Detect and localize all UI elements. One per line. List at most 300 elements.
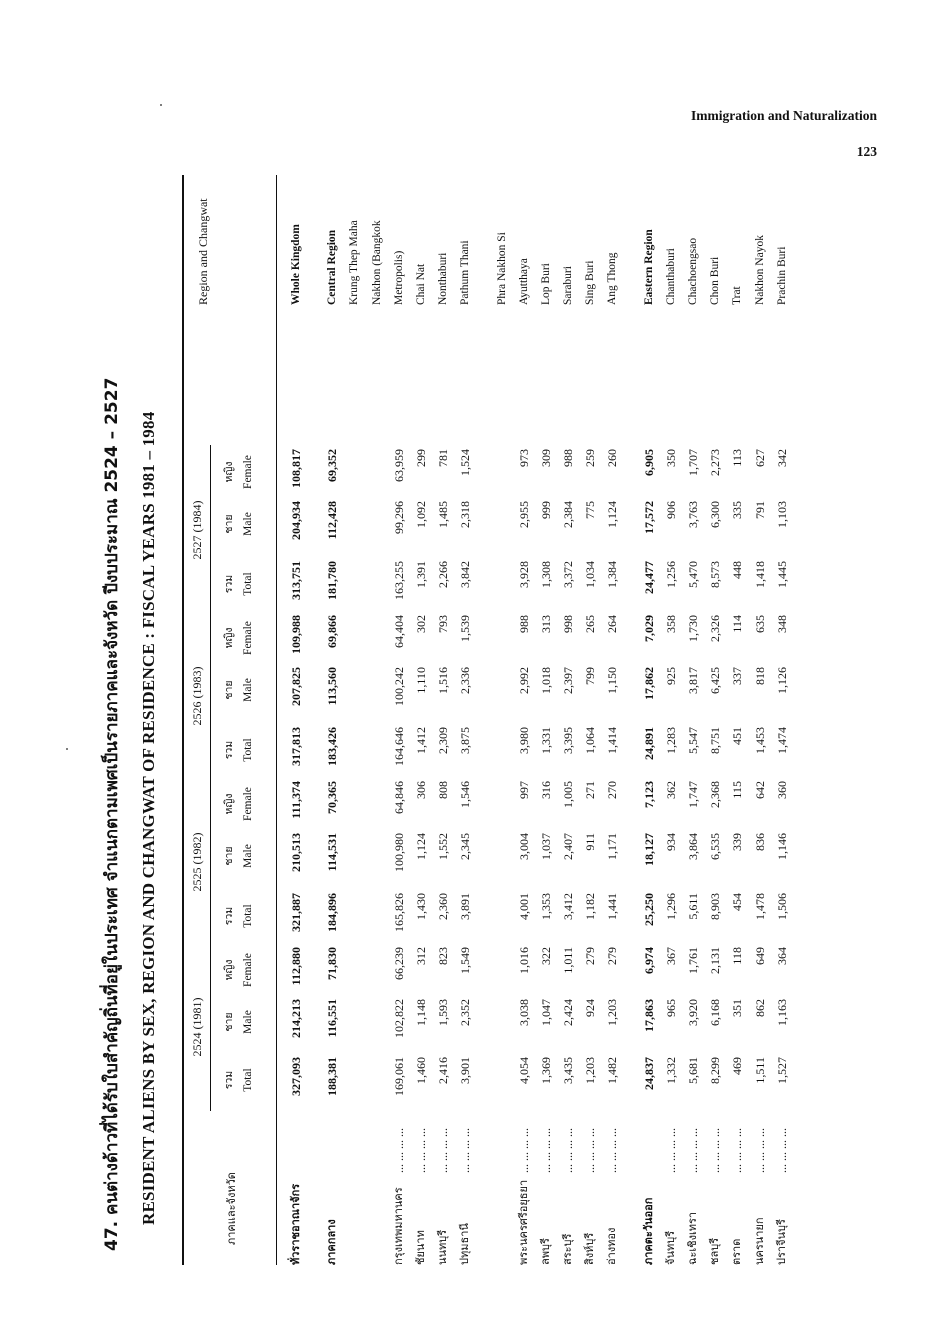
table-cell: 454 xyxy=(730,893,745,911)
table-cell: 66,239 xyxy=(391,947,406,980)
changwat-row xyxy=(601,175,623,1265)
table-cell: 924 xyxy=(583,999,598,1017)
table-cell: 114 xyxy=(730,615,745,633)
leader-dots: ... ... ... ... xyxy=(774,1128,789,1173)
table-cell: 204,934 xyxy=(289,501,303,540)
year-underline xyxy=(210,445,211,615)
table-cell: 183,426 xyxy=(325,727,340,766)
year-heading: 2527 (1984) xyxy=(190,500,204,560)
table-cell: 1,418 xyxy=(752,561,767,588)
table-cell: 6,535 xyxy=(708,833,723,860)
table-cell: 2,326 xyxy=(708,615,723,642)
table-cell: 1,527 xyxy=(774,1057,789,1084)
row-label-english: Saraburi xyxy=(562,266,575,305)
scan-speck xyxy=(160,104,162,106)
data-table xyxy=(182,175,793,1265)
table-cell: 63,959 xyxy=(391,449,406,482)
sub-head-thai: หญิง xyxy=(223,461,235,483)
leader-dots: ... ... ... ... xyxy=(561,1128,576,1173)
table-cell: 2,992 xyxy=(516,667,531,694)
table-cell: 3,842 xyxy=(458,561,473,588)
changwat-row xyxy=(454,175,476,1265)
table-cell: 17,863 xyxy=(641,999,656,1032)
sub-head-thai: รวม xyxy=(223,906,235,926)
leader-dots: ... ... ... ... xyxy=(752,1128,767,1173)
changwat-row xyxy=(513,175,535,1265)
table-cell: 184,896 xyxy=(325,893,340,932)
row-label-thai: สระบุรี xyxy=(561,1233,575,1265)
table-cell: 8,573 xyxy=(708,561,723,588)
row-label-thai: ปทุมธานี xyxy=(458,1223,472,1265)
table-cell: 99,296 xyxy=(391,501,406,534)
table-cell: 188,381 xyxy=(325,1057,340,1096)
table-cell: 115 xyxy=(730,781,745,799)
sub-head-thai: หญิง xyxy=(223,959,235,981)
changwat-row xyxy=(366,175,388,1265)
table-cell: 64,404 xyxy=(391,615,406,648)
table-cell: 313 xyxy=(538,615,553,633)
table-cell: 210,513 xyxy=(289,833,303,872)
table-cell: 1,037 xyxy=(538,833,553,860)
row-label-english: Pathum Thani xyxy=(459,240,472,305)
sub-head-english: Female xyxy=(242,953,254,987)
table-cell: 260 xyxy=(605,449,620,467)
table-cell: 3,372 xyxy=(561,561,576,588)
row-label-english: Phra Nakhon Si xyxy=(495,232,508,305)
row-label-thai: ตราด xyxy=(730,1238,744,1265)
changwat-row xyxy=(682,175,704,1265)
table-cell: 111,374 xyxy=(289,781,303,819)
table-cell: 2,360 xyxy=(436,893,451,920)
table-cell: 6,974 xyxy=(641,947,656,974)
table-cell: 7,123 xyxy=(641,781,656,808)
table-cell: 2,416 xyxy=(436,1057,451,1084)
table-cell: 823 xyxy=(436,947,451,965)
table-cell: 2,368 xyxy=(708,781,723,808)
table-cell: 1,747 xyxy=(686,781,700,808)
row-label-english: Prachin Buri xyxy=(775,246,788,305)
table-cell: 3,875 xyxy=(458,727,473,754)
table-cell: 3,038 xyxy=(516,999,531,1026)
table-cell: 350 xyxy=(663,449,678,467)
table-cell: 3,864 xyxy=(686,833,700,860)
row-label-english: Central Region xyxy=(326,229,339,305)
table-cell: 1,445 xyxy=(774,561,789,588)
row-label-english: Ayutthaya xyxy=(517,258,530,305)
row-label-thai: อ่างทอง xyxy=(605,1227,619,1265)
table-cell: 335 xyxy=(730,501,745,519)
table-cell: 113 xyxy=(730,449,745,467)
table-cell: 3,928 xyxy=(516,561,531,588)
table-cell: 2,955 xyxy=(516,501,531,528)
table-cell: 1,485 xyxy=(436,501,451,528)
table-cell: 999 xyxy=(538,501,553,519)
table-cell: 109,988 xyxy=(289,615,303,654)
year-underline xyxy=(210,611,211,781)
table-cell: 69,352 xyxy=(325,449,340,482)
sub-head-thai: รวม xyxy=(223,740,235,760)
table-cell: 2,131 xyxy=(708,947,723,974)
sub-head-english: Male xyxy=(242,678,254,702)
changwat-row xyxy=(771,175,793,1265)
changwat-row xyxy=(535,175,557,1265)
row-label-thai: นครนายก xyxy=(752,1217,766,1265)
table-cell: 351 xyxy=(730,999,745,1017)
table-cell: 8,751 xyxy=(708,727,723,754)
table-cell: 321,887 xyxy=(289,893,303,932)
table-cell: 1,018 xyxy=(538,667,553,694)
table-cell: 808 xyxy=(436,781,451,799)
table-cell: 1,384 xyxy=(605,561,620,588)
table-cell: 358 xyxy=(663,615,678,633)
table-cell: 2,352 xyxy=(458,999,473,1026)
table-cell: 69,866 xyxy=(325,615,340,648)
table-cell: 279 xyxy=(605,947,620,965)
table-cell: 1,064 xyxy=(583,727,598,754)
table-cell: 113,560 xyxy=(325,667,340,706)
table-cell: 327,093 xyxy=(289,1057,303,1096)
row-label-english: Ang Thong xyxy=(606,252,619,305)
changwat-row xyxy=(343,175,365,1265)
table-cell: 118 xyxy=(730,947,745,965)
sub-head-english: Female xyxy=(242,787,254,821)
table-cell: 799 xyxy=(583,667,598,685)
leader-dots: ... ... ... ... xyxy=(458,1128,473,1173)
changwat-row xyxy=(579,175,601,1265)
row-gap xyxy=(307,175,321,1265)
sub-head-thai: ชาย xyxy=(223,680,235,700)
changwat-row xyxy=(491,175,513,1265)
changwat-row xyxy=(749,175,771,1265)
row-label-english: Chai Nat xyxy=(414,263,427,305)
table-cell: 1,511 xyxy=(752,1057,767,1084)
leader-dots: ... ... ... ... xyxy=(663,1128,678,1173)
table-cell: 4,054 xyxy=(516,1057,531,1084)
table-cell: 997 xyxy=(516,781,531,799)
row-label-english: Chachoengsao xyxy=(687,237,699,305)
row-label-thai: ภาคตะวันออก xyxy=(641,1197,655,1265)
sub-head-thai: หญิง xyxy=(223,793,235,815)
table-cell: 627 xyxy=(752,449,767,467)
table-cell: 911 xyxy=(583,833,598,851)
table-cell: 649 xyxy=(752,947,767,965)
region-row xyxy=(285,175,307,1265)
leader-dots: ... ... ... ... xyxy=(686,1128,700,1173)
table-cell: 793 xyxy=(436,615,451,633)
table-cell: 1,146 xyxy=(774,833,789,860)
row-label-thai: ปราจีนบุรี xyxy=(774,1219,788,1265)
row-label-english: Metropolis) xyxy=(392,250,405,305)
table-cell: 64,846 xyxy=(391,781,406,814)
title-thai: 47. คนต่างด้าวที่ได้รับใบสำคัญถิ่นที่อยู่ในประเทศ จำแนกตามเพศเป็นรายภาคและจังหวัด ปีงบประมาณ 2524 – 2527 xyxy=(102,377,122,1251)
table-cell: 1,414 xyxy=(605,727,620,754)
table-cell: 17,572 xyxy=(641,501,656,534)
table-cell: 1,011 xyxy=(561,947,576,974)
table-cell: 114,531 xyxy=(325,833,340,872)
year-heading: 2524 (1981) xyxy=(190,997,204,1057)
table-cell: 313,751 xyxy=(289,561,303,600)
running-header: Immigration and Naturalization xyxy=(690,108,877,123)
table-cell: 270 xyxy=(605,781,620,799)
table-cell: 818 xyxy=(752,667,767,685)
table-cell: 264 xyxy=(605,615,620,633)
leader-dots: ... ... ... ... xyxy=(605,1128,620,1173)
row-label-thai: ลพบุรี xyxy=(538,1238,552,1265)
table-cell: 70,365 xyxy=(325,781,340,814)
table-cell: 312 xyxy=(413,947,428,965)
leader-dots: ... ... ... ... xyxy=(516,1128,531,1173)
table-cell: 635 xyxy=(752,615,767,633)
table-cell: 102,822 xyxy=(391,999,406,1038)
table-cell: 8,299 xyxy=(708,1057,723,1084)
table-cell: 5,681 xyxy=(686,1057,700,1084)
table-cell: 108,817 xyxy=(289,449,303,488)
table-cell: 207,825 xyxy=(289,667,303,706)
sub-head-english: Male xyxy=(242,844,254,868)
table-cell: 469 xyxy=(730,1057,745,1075)
row-label-english: Nakhon (Bangkok xyxy=(370,220,383,305)
table-cell: 316 xyxy=(538,781,553,799)
stub-head-english: Region and Changwat xyxy=(196,198,210,305)
row-label-thai: ทั่วราชอาณาจักร xyxy=(289,1183,302,1265)
table-cell: 1,453 xyxy=(752,727,767,754)
table-cell: 3,817 xyxy=(686,667,700,694)
table-cell: 1,103 xyxy=(774,501,789,528)
table-cell: 1,412 xyxy=(413,727,428,754)
table-cell: 163,255 xyxy=(391,561,406,600)
table-cell: 988 xyxy=(561,449,576,467)
table-cell: 2,397 xyxy=(561,667,576,694)
table-cell: 24,837 xyxy=(641,1057,656,1090)
table-cell: 348 xyxy=(774,615,789,633)
table-cell: 998 xyxy=(561,615,576,633)
table-title xyxy=(98,175,159,1265)
table-cell: 791 xyxy=(752,501,767,519)
year-heading: 2526 (1983) xyxy=(190,666,204,726)
table-cell: 1,460 xyxy=(413,1057,428,1084)
table-cell: 1,546 xyxy=(458,781,473,808)
table-cell: 1,034 xyxy=(583,561,598,588)
table-cell: 116,551 xyxy=(325,999,340,1038)
table-cell: 1,369 xyxy=(538,1057,553,1084)
table-cell: 317,813 xyxy=(289,727,303,766)
table-cell: 1,430 xyxy=(413,893,428,920)
table-cell: 100,980 xyxy=(391,833,406,872)
table-cell: 271 xyxy=(583,781,598,799)
table-cell: 259 xyxy=(583,449,598,467)
table-cell: 2,273 xyxy=(708,449,723,476)
row-label-thai: พระนครศรีอยุธยา xyxy=(516,1179,530,1265)
table-cell: 1,761 xyxy=(686,947,700,974)
table-cell: 24,477 xyxy=(641,561,656,594)
table-cell: 3,980 xyxy=(516,727,531,754)
table-cell: 925 xyxy=(663,667,678,685)
table-cell: 973 xyxy=(516,449,531,467)
table-cell: 2,384 xyxy=(561,501,576,528)
table-cell: 448 xyxy=(730,561,745,579)
table-cell: 2,336 xyxy=(458,667,473,694)
table-cell: 1,593 xyxy=(436,999,451,1026)
table-cell: 6,300 xyxy=(708,501,723,528)
table-cell: 1,150 xyxy=(605,667,620,694)
table-cell: 965 xyxy=(663,999,678,1017)
sub-head-english: Male xyxy=(242,1010,254,1034)
table-cell: 1,331 xyxy=(538,727,553,754)
leader-dots: ... ... ... ... xyxy=(583,1128,598,1173)
table-cell: 364 xyxy=(774,947,789,965)
sub-head-thai: ชาย xyxy=(223,1012,235,1032)
table-cell: 1,539 xyxy=(458,615,473,642)
table-cell: 3,412 xyxy=(561,893,576,920)
table-cell: 342 xyxy=(774,449,789,467)
row-label-thai: นนทบุรี xyxy=(436,1229,450,1265)
table-cell: 164,646 xyxy=(391,727,406,766)
row-label-english: Sing Buri xyxy=(584,260,597,305)
table-cell: 1,203 xyxy=(605,999,620,1026)
leader-dots: ... ... ... ... xyxy=(391,1128,406,1173)
table-cell: 1,182 xyxy=(583,893,598,920)
table-cell: 100,242 xyxy=(391,667,406,706)
table-cell: 1,203 xyxy=(583,1057,598,1084)
row-label-thai: ชลบุรี xyxy=(708,1237,722,1265)
row-label-english: Nakhon Nayok xyxy=(753,235,766,305)
table-cell: 3,004 xyxy=(516,833,531,860)
row-label-english: Chanthaburi xyxy=(664,248,677,305)
table-cell: 3,763 xyxy=(686,501,700,528)
sub-head-thai: หญิง xyxy=(223,627,235,649)
table-cell: 1,124 xyxy=(413,833,428,860)
table-cell: 309 xyxy=(538,449,553,467)
row-gap xyxy=(624,175,638,1265)
table-cell: 3,901 xyxy=(458,1057,473,1084)
table-header xyxy=(184,175,276,1265)
region-row xyxy=(638,175,660,1265)
table-cell: 5,611 xyxy=(686,893,700,920)
row-label-thai: ภาคกลาง xyxy=(325,1219,339,1265)
table-cell: 3,891 xyxy=(458,893,473,920)
table-cell: 299 xyxy=(413,449,428,467)
table-cell: 775 xyxy=(583,501,598,519)
table-cell: 362 xyxy=(663,781,678,799)
stub-head-thai: ภาคและจังหวัด xyxy=(225,1172,238,1245)
year-underline xyxy=(210,777,211,947)
sub-head-english: Total xyxy=(242,572,254,596)
table-cell: 3,435 xyxy=(561,1057,576,1084)
table-cell: 1,124 xyxy=(605,501,620,528)
row-label-english: Lop Buri xyxy=(539,263,552,305)
table-cell: 2,318 xyxy=(458,501,473,528)
table-cell: 3,395 xyxy=(561,727,576,754)
table-cell: 322 xyxy=(538,947,553,965)
table-cell: 1,391 xyxy=(413,561,428,588)
row-label-english: Nonthaburi xyxy=(437,252,450,305)
table-cell: 24,891 xyxy=(641,727,656,760)
table-cell: 1,707 xyxy=(686,449,700,476)
table-cell: 1,474 xyxy=(774,727,789,754)
table-cell: 1,283 xyxy=(663,727,678,754)
sub-head-english: Total xyxy=(242,738,254,762)
table-cell: 17,862 xyxy=(641,667,656,700)
scan-speck xyxy=(66,748,68,750)
leader-dots: ... ... ... ... xyxy=(708,1128,723,1173)
table-cell: 2,309 xyxy=(436,727,451,754)
table-cell: 1,516 xyxy=(436,667,451,694)
row-gap xyxy=(477,175,491,1265)
table-cell: 6,905 xyxy=(641,449,656,476)
table-cell: 451 xyxy=(730,727,745,745)
year-heading: 2525 (1982) xyxy=(190,832,204,892)
table-cell: 1,552 xyxy=(436,833,451,860)
year-underline xyxy=(210,943,211,1111)
row-label-thai: กรุงเทพมหานคร xyxy=(391,1187,405,1265)
page-number: 123 xyxy=(856,144,877,159)
table-cell: 934 xyxy=(663,833,678,851)
table-cell: 169,061 xyxy=(391,1057,406,1096)
changwat-row xyxy=(704,175,726,1265)
table-cell: 1,332 xyxy=(663,1057,678,1084)
table-cell: 906 xyxy=(663,501,678,519)
table-cell: 1,047 xyxy=(538,999,553,1026)
table-cell: 836 xyxy=(752,833,767,851)
sub-head-english: Total xyxy=(242,904,254,928)
table-cell: 1,441 xyxy=(605,893,620,920)
table-cell: 181,780 xyxy=(325,561,340,600)
table-cell: 1,524 xyxy=(458,449,473,476)
table-cell: 1,126 xyxy=(774,667,789,694)
table-cell: 862 xyxy=(752,999,767,1017)
rotated-table-page xyxy=(98,175,868,1265)
table-cell: 2,345 xyxy=(458,833,473,860)
table-cell: 1,005 xyxy=(561,781,576,808)
table-cell: 1,016 xyxy=(516,947,531,974)
table-cell: 6,168 xyxy=(708,999,723,1026)
row-label-thai: สิงห์บุรี xyxy=(583,1232,597,1265)
sub-head-english: Male xyxy=(242,512,254,536)
table-cell: 1,110 xyxy=(413,667,428,694)
table-cell: 7,029 xyxy=(641,615,656,642)
table-cell: 1,730 xyxy=(686,615,700,642)
table-cell: 5,470 xyxy=(686,561,700,588)
table-body xyxy=(277,175,793,1265)
table-cell: 1,256 xyxy=(663,561,678,588)
table-cell: 1,148 xyxy=(413,999,428,1026)
changwat-row xyxy=(388,175,410,1265)
changwat-row xyxy=(726,175,748,1265)
leader-dots: ... ... ... ... xyxy=(413,1128,428,1173)
changwat-row xyxy=(410,175,432,1265)
row-label-thai: ชัยนาท xyxy=(413,1230,427,1265)
changwat-row xyxy=(557,175,579,1265)
table-cell: 1,163 xyxy=(774,999,789,1026)
title-english: RESIDENT ALIENS BY SEX, REGION AND CHANGWAT OF RESIDENCE : FISCAL YEARS 1981 – 1984 xyxy=(139,411,158,1225)
row-label-english: Trat xyxy=(731,286,744,305)
table-cell: 1,308 xyxy=(538,561,553,588)
table-cell: 112,428 xyxy=(325,501,340,540)
row-label-english: Krung Thep Maha xyxy=(348,220,361,305)
sub-head-thai: รวม xyxy=(223,574,235,594)
table-cell: 3,920 xyxy=(686,999,700,1026)
sub-head-thai: ชาย xyxy=(223,846,235,866)
sub-head-thai: รวม xyxy=(223,1070,235,1090)
row-label-english: Chon Buri xyxy=(709,256,722,305)
changwat-row xyxy=(432,175,454,1265)
table-cell: 642 xyxy=(752,781,767,799)
table-cell: 165,826 xyxy=(391,893,406,932)
table-cell: 8,903 xyxy=(708,893,723,920)
table-cell: 2,424 xyxy=(561,999,576,1026)
table-cell: 1,478 xyxy=(752,893,767,920)
table-cell: 25,250 xyxy=(641,893,656,926)
